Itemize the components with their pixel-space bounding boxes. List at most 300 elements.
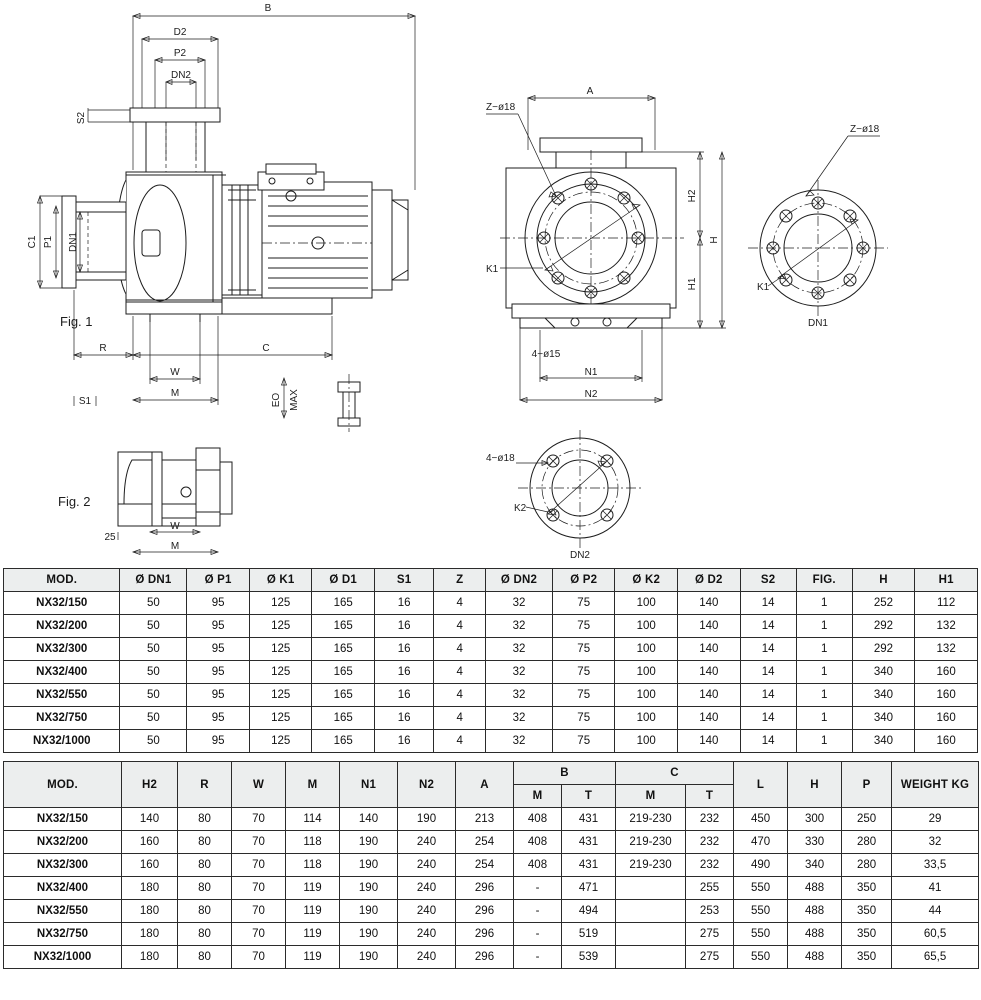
table1-model-cell: NX32/200: [4, 615, 120, 638]
table1-cell: 32: [486, 592, 553, 615]
table1-cell: 16: [374, 638, 433, 661]
table1-model-cell: NX32/400: [4, 661, 120, 684]
table1-cell: 75: [552, 730, 615, 753]
table2-cell: 240: [398, 923, 456, 946]
table2-cell: 408: [514, 831, 562, 854]
table2-cell: 300: [788, 808, 842, 831]
table1-cell: 32: [486, 638, 553, 661]
table1-cell: 125: [249, 684, 312, 707]
table2-cell: 431: [562, 808, 616, 831]
table2-cell: 180: [122, 900, 178, 923]
table2-header-row-top: [4, 762, 979, 785]
table2-header-cell: N1: [340, 762, 398, 808]
table2-cell: 114: [286, 808, 340, 831]
table1-cell: 340: [852, 661, 915, 684]
table2-cell: 29: [892, 808, 979, 831]
dim-label-S2: S2: [76, 111, 87, 125]
table2-header-cell: MOD.: [4, 762, 122, 808]
table1-cell: 50: [120, 661, 187, 684]
table1-cell: 95: [187, 707, 250, 730]
table2-cell: 70: [232, 877, 286, 900]
table1-cell: 14: [740, 638, 796, 661]
table2-cell: 275: [686, 923, 734, 946]
table1-cell: 140: [678, 707, 741, 730]
table1-cell: 75: [552, 661, 615, 684]
table1-cell: 14: [740, 661, 796, 684]
table2-cell: 60,5: [892, 923, 979, 946]
table2-cell: 280: [842, 831, 892, 854]
table2-cell: 254: [456, 831, 514, 854]
table2-cell: 70: [232, 808, 286, 831]
table2-cell: 213: [456, 808, 514, 831]
table1-cell: 160: [915, 661, 978, 684]
table2-header-cell: M: [286, 762, 340, 808]
dim-label-DN2-bottom: DN2: [569, 550, 591, 561]
table1-cell: 16: [374, 661, 433, 684]
table1-header-cell: Z: [434, 569, 486, 592]
table2-cell: 119: [286, 923, 340, 946]
dim-label-K1-front: K1: [486, 264, 499, 275]
table1-cell: 1: [796, 615, 852, 638]
table2-cell: 253: [686, 900, 734, 923]
table1-cell: 125: [249, 661, 312, 684]
table1-cell: 50: [120, 615, 187, 638]
table2-cell: [616, 923, 686, 946]
table2-cell: -: [514, 877, 562, 900]
table-row: [4, 684, 978, 707]
table1-cell: 95: [187, 730, 250, 753]
table2-cell: 80: [178, 808, 232, 831]
table1-header-row: [4, 569, 978, 592]
dim-label-W: W: [170, 367, 180, 378]
table2-subheader-cell: T: [562, 785, 616, 808]
table2-cell: 240: [398, 900, 456, 923]
table2-subheader-cell: M: [616, 785, 686, 808]
table2-header-cell: A: [456, 762, 514, 808]
table2-cell: 118: [286, 831, 340, 854]
table1-cell: 1: [796, 707, 852, 730]
table1-cell: 14: [740, 615, 796, 638]
table2-cell: 232: [686, 808, 734, 831]
table1-cell: 14: [740, 684, 796, 707]
table1-cell: 4: [434, 615, 486, 638]
table1-cell: 112: [915, 592, 978, 615]
table1-cell: 14: [740, 592, 796, 615]
table2-header-cell: P: [842, 762, 892, 808]
table2-cell: 190: [340, 900, 398, 923]
table1-cell: 125: [249, 615, 312, 638]
table2-cell: 488: [788, 877, 842, 900]
table-row: [4, 730, 978, 753]
table2-cell: 190: [340, 946, 398, 969]
table2-cell: 296: [456, 877, 514, 900]
table2-cell: 160: [122, 831, 178, 854]
table2-header-cell: W: [232, 762, 286, 808]
dim-label-DN2: DN2: [170, 70, 192, 81]
dim-label-C: C: [262, 343, 270, 354]
table1-cell: 50: [120, 592, 187, 615]
table2-cell: 408: [514, 854, 562, 877]
dim-label-H2: H2: [687, 189, 698, 203]
dim-label-MAX: MAX: [289, 389, 300, 411]
table2-model-cell: NX32/400: [4, 877, 122, 900]
table1-cell: 140: [678, 684, 741, 707]
table2-cell: 330: [788, 831, 842, 854]
dim-label-D2: D2: [173, 27, 187, 38]
table1-model-cell: NX32/550: [4, 684, 120, 707]
table2-cell: 350: [842, 877, 892, 900]
table2-cell: 190: [340, 877, 398, 900]
table2-cell: [616, 877, 686, 900]
table2-cell: 296: [456, 923, 514, 946]
table1-cell: 132: [915, 615, 978, 638]
table1-header-cell: Ø P2: [552, 569, 615, 592]
table1-cell: 125: [249, 638, 312, 661]
table1-cell: 50: [120, 684, 187, 707]
table1-cell: 16: [374, 592, 433, 615]
dim-label-EO: EO: [271, 392, 282, 408]
table2-header-cell: R: [178, 762, 232, 808]
dim-label-A: A: [586, 86, 594, 97]
table2-cell: 190: [340, 831, 398, 854]
table2-cell: 80: [178, 946, 232, 969]
table-row: [4, 946, 979, 969]
table2-cell: 539: [562, 946, 616, 969]
table1-cell: 292: [852, 615, 915, 638]
table1-cell: 165: [312, 638, 375, 661]
table1-header-cell: Ø DN1: [120, 569, 187, 592]
table1-cell: 140: [678, 730, 741, 753]
table2-cell: 240: [398, 854, 456, 877]
table2-cell: 65,5: [892, 946, 979, 969]
table1-cell: 14: [740, 707, 796, 730]
table1-cell: 16: [374, 707, 433, 730]
table2-cell: 470: [734, 831, 788, 854]
table2-cell: 340: [788, 854, 842, 877]
table1-cell: 125: [249, 730, 312, 753]
figure-label-fig2: Fig. 2: [58, 494, 91, 509]
table-row: [4, 831, 979, 854]
table1-header-cell: Ø DN2: [486, 569, 553, 592]
dim-label-Z-o18-right: Z−ø18: [850, 124, 880, 135]
table2-cell: 140: [122, 808, 178, 831]
table1-header-cell: Ø D1: [312, 569, 375, 592]
table1-cell: 340: [852, 684, 915, 707]
table2-model-cell: NX32/150: [4, 808, 122, 831]
table1-cell: 340: [852, 707, 915, 730]
table2-cell: [616, 900, 686, 923]
table2-cell: 488: [788, 923, 842, 946]
table1-cell: 1: [796, 592, 852, 615]
table-row: [4, 808, 979, 831]
table1-cell: 95: [187, 592, 250, 615]
dim-label-N2: N2: [584, 389, 598, 400]
table2-cell: 240: [398, 831, 456, 854]
table1-cell: 75: [552, 707, 615, 730]
table2-cell: 118: [286, 854, 340, 877]
table1-cell: 100: [615, 707, 678, 730]
table2-cell: 471: [562, 877, 616, 900]
table2-cell: 180: [122, 946, 178, 969]
table1-cell: 100: [615, 684, 678, 707]
table1-header-cell: Ø P1: [187, 569, 250, 592]
table1-header-cell: H: [852, 569, 915, 592]
table2-cell: 232: [686, 831, 734, 854]
table2-cell: 350: [842, 900, 892, 923]
table1-cell: 132: [915, 638, 978, 661]
table1-header-cell: H1: [915, 569, 978, 592]
table2-cell: 119: [286, 877, 340, 900]
table1-cell: 252: [852, 592, 915, 615]
table1-cell: 140: [678, 592, 741, 615]
table1-cell: 32: [486, 730, 553, 753]
table2-model-cell: NX32/1000: [4, 946, 122, 969]
table2-model-cell: NX32/300: [4, 854, 122, 877]
table1-cell: 32: [486, 661, 553, 684]
table2-cell: 219-230: [616, 808, 686, 831]
table1-cell: 165: [312, 730, 375, 753]
table1-cell: 32: [486, 615, 553, 638]
dim-label-P2: P2: [173, 48, 187, 59]
dim-label-H1: H1: [687, 277, 698, 291]
table1-cell: 75: [552, 615, 615, 638]
table-row: [4, 877, 979, 900]
table-row: [4, 615, 978, 638]
table2-cell: 80: [178, 831, 232, 854]
table1-cell: 160: [915, 730, 978, 753]
dim-label-4-o18: 4−ø18: [486, 453, 515, 464]
table2-cell: 494: [562, 900, 616, 923]
table2-cell: 240: [398, 877, 456, 900]
table2-cell: 350: [842, 923, 892, 946]
table2-cell: 160: [122, 854, 178, 877]
table2-cell: 296: [456, 900, 514, 923]
table2-cell: 140: [340, 808, 398, 831]
table2-cell: 450: [734, 808, 788, 831]
table2-cell: 70: [232, 854, 286, 877]
dim-label-K1-right: K1: [757, 282, 770, 293]
table2-cell: 119: [286, 900, 340, 923]
figure-label-fig1: Fig. 1: [60, 314, 93, 329]
table1-cell: 1: [796, 661, 852, 684]
table-row: [4, 900, 979, 923]
dim-label-S1: S1: [78, 396, 92, 407]
table1-cell: 1: [796, 684, 852, 707]
dim-label-M: M: [170, 388, 180, 399]
table2-cell: 550: [734, 923, 788, 946]
table1-cell: 4: [434, 730, 486, 753]
dimensions-table-1: [3, 568, 978, 753]
table2-cell: 254: [456, 854, 514, 877]
table1-cell: 4: [434, 592, 486, 615]
table-row: [4, 661, 978, 684]
table2-cell: 550: [734, 900, 788, 923]
table2-cell: 255: [686, 877, 734, 900]
table2-cell: 44: [892, 900, 979, 923]
table2-cell: 490: [734, 854, 788, 877]
dim-label-P1: P1: [43, 235, 54, 249]
table2-cell: 70: [232, 946, 286, 969]
table2-subheader-cell: M: [514, 785, 562, 808]
table1-cell: 100: [615, 730, 678, 753]
table2-cell: [616, 946, 686, 969]
table2-model-cell: NX32/550: [4, 900, 122, 923]
table1-cell: 1: [796, 638, 852, 661]
table1-header-cell: MOD.: [4, 569, 120, 592]
table2-cell: 240: [398, 946, 456, 969]
dim-label-R: R: [99, 343, 107, 354]
table2-cell: 488: [788, 900, 842, 923]
table2-model-cell: NX32/200: [4, 831, 122, 854]
table1-header-cell: Ø K1: [249, 569, 312, 592]
dim-label-N1: N1: [584, 367, 598, 378]
table1-cell: 16: [374, 615, 433, 638]
dim-label-W2: W: [170, 521, 180, 532]
dim-label-DN1: DN1: [68, 231, 79, 253]
table1-header-cell: Ø K2: [615, 569, 678, 592]
table1-cell: 16: [374, 684, 433, 707]
table2-cell: 32: [892, 831, 979, 854]
table1-model-cell: NX32/300: [4, 638, 120, 661]
table1-cell: 95: [187, 615, 250, 638]
table1-cell: 140: [678, 615, 741, 638]
table2-model-cell: NX32/750: [4, 923, 122, 946]
table1-cell: 75: [552, 684, 615, 707]
dim-label-DN1-right: DN1: [807, 318, 829, 329]
table2-cell: -: [514, 946, 562, 969]
table2-header-cell: WEIGHT KG: [892, 762, 979, 808]
table1-model-cell: NX32/1000: [4, 730, 120, 753]
table1-cell: 165: [312, 615, 375, 638]
table1-cell: 14: [740, 730, 796, 753]
table2-cell: 80: [178, 923, 232, 946]
table1-cell: 4: [434, 661, 486, 684]
table2-cell: 431: [562, 854, 616, 877]
table1-cell: 125: [249, 592, 312, 615]
dim-label-H: H: [709, 236, 720, 244]
table2-header-cell: N2: [398, 762, 456, 808]
table2-cell: 280: [842, 854, 892, 877]
table1-cell: 1: [796, 730, 852, 753]
table1-cell: 125: [249, 707, 312, 730]
table-row: [4, 592, 978, 615]
specification-tables: [0, 568, 981, 977]
table1-cell: 50: [120, 730, 187, 753]
table2-cell: -: [514, 900, 562, 923]
table1-cell: 95: [187, 661, 250, 684]
dim-label-M2: M: [170, 541, 180, 552]
dim-label-Z-o18-front: Z−ø18: [486, 102, 516, 113]
table2-header-group-b: B: [514, 762, 616, 785]
table1-model-cell: NX32/750: [4, 707, 120, 730]
table2-cell: 250: [842, 808, 892, 831]
table-row: [4, 707, 978, 730]
table1-cell: 100: [615, 661, 678, 684]
table-row: [4, 923, 979, 946]
table1-header-cell: S1: [374, 569, 433, 592]
dim-label-C1: C1: [27, 235, 38, 249]
table2-cell: 488: [788, 946, 842, 969]
table2-header-cell: L: [734, 762, 788, 808]
table2-header-cell: H: [788, 762, 842, 808]
table2-header-cell: H2: [122, 762, 178, 808]
dimensions-table-2: [3, 761, 979, 969]
table2-cell: 519: [562, 923, 616, 946]
table1-cell: 50: [120, 638, 187, 661]
table2-cell: 550: [734, 946, 788, 969]
dim-label-25: 25: [104, 532, 116, 543]
table2-cell: 408: [514, 808, 562, 831]
table1-cell: 32: [486, 707, 553, 730]
table2-cell: 190: [340, 923, 398, 946]
table2-cell: 190: [398, 808, 456, 831]
table2-cell: 119: [286, 946, 340, 969]
table1-cell: 140: [678, 638, 741, 661]
table2-cell: 80: [178, 900, 232, 923]
table1-cell: 165: [312, 707, 375, 730]
table2-subheader-cell: T: [686, 785, 734, 808]
table1-cell: 165: [312, 592, 375, 615]
dim-label-B: B: [264, 3, 272, 14]
table2-cell: 33,5: [892, 854, 979, 877]
table2-cell: 70: [232, 900, 286, 923]
table1-cell: 160: [915, 684, 978, 707]
table1-cell: 100: [615, 638, 678, 661]
table2-cell: 431: [562, 831, 616, 854]
table2-cell: 350: [842, 946, 892, 969]
table2-cell: 70: [232, 831, 286, 854]
table1-header-cell: S2: [740, 569, 796, 592]
table-row: [4, 638, 978, 661]
table1-cell: 32: [486, 684, 553, 707]
table1-cell: 4: [434, 638, 486, 661]
table2-cell: 80: [178, 854, 232, 877]
table2-cell: 550: [734, 877, 788, 900]
table2-cell: 70: [232, 923, 286, 946]
table1-cell: 160: [915, 707, 978, 730]
dim-label-4-o15: 4−ø15: [531, 349, 561, 360]
table1-cell: 4: [434, 684, 486, 707]
table2-cell: 296: [456, 946, 514, 969]
table1-cell: 4: [434, 707, 486, 730]
table2-cell: 275: [686, 946, 734, 969]
table2-cell: 219-230: [616, 831, 686, 854]
table2-cell: 219-230: [616, 854, 686, 877]
table1-cell: 165: [312, 661, 375, 684]
table2-cell: 180: [122, 877, 178, 900]
table1-cell: 100: [615, 615, 678, 638]
table1-model-cell: NX32/150: [4, 592, 120, 615]
table1-cell: 95: [187, 684, 250, 707]
table1-cell: 95: [187, 638, 250, 661]
table2-header-group-c: C: [616, 762, 734, 785]
table2-cell: -: [514, 923, 562, 946]
table1-header-cell: Ø D2: [678, 569, 741, 592]
table1-cell: 16: [374, 730, 433, 753]
table2-cell: 180: [122, 923, 178, 946]
table-row: [4, 854, 979, 877]
table2-cell: 80: [178, 877, 232, 900]
table1-cell: 75: [552, 592, 615, 615]
table2-cell: 41: [892, 877, 979, 900]
table1-cell: 100: [615, 592, 678, 615]
table2-cell: 232: [686, 854, 734, 877]
table1-cell: 340: [852, 730, 915, 753]
table1-header-cell: FIG.: [796, 569, 852, 592]
table1-cell: 140: [678, 661, 741, 684]
table1-cell: 165: [312, 684, 375, 707]
table1-cell: 292: [852, 638, 915, 661]
